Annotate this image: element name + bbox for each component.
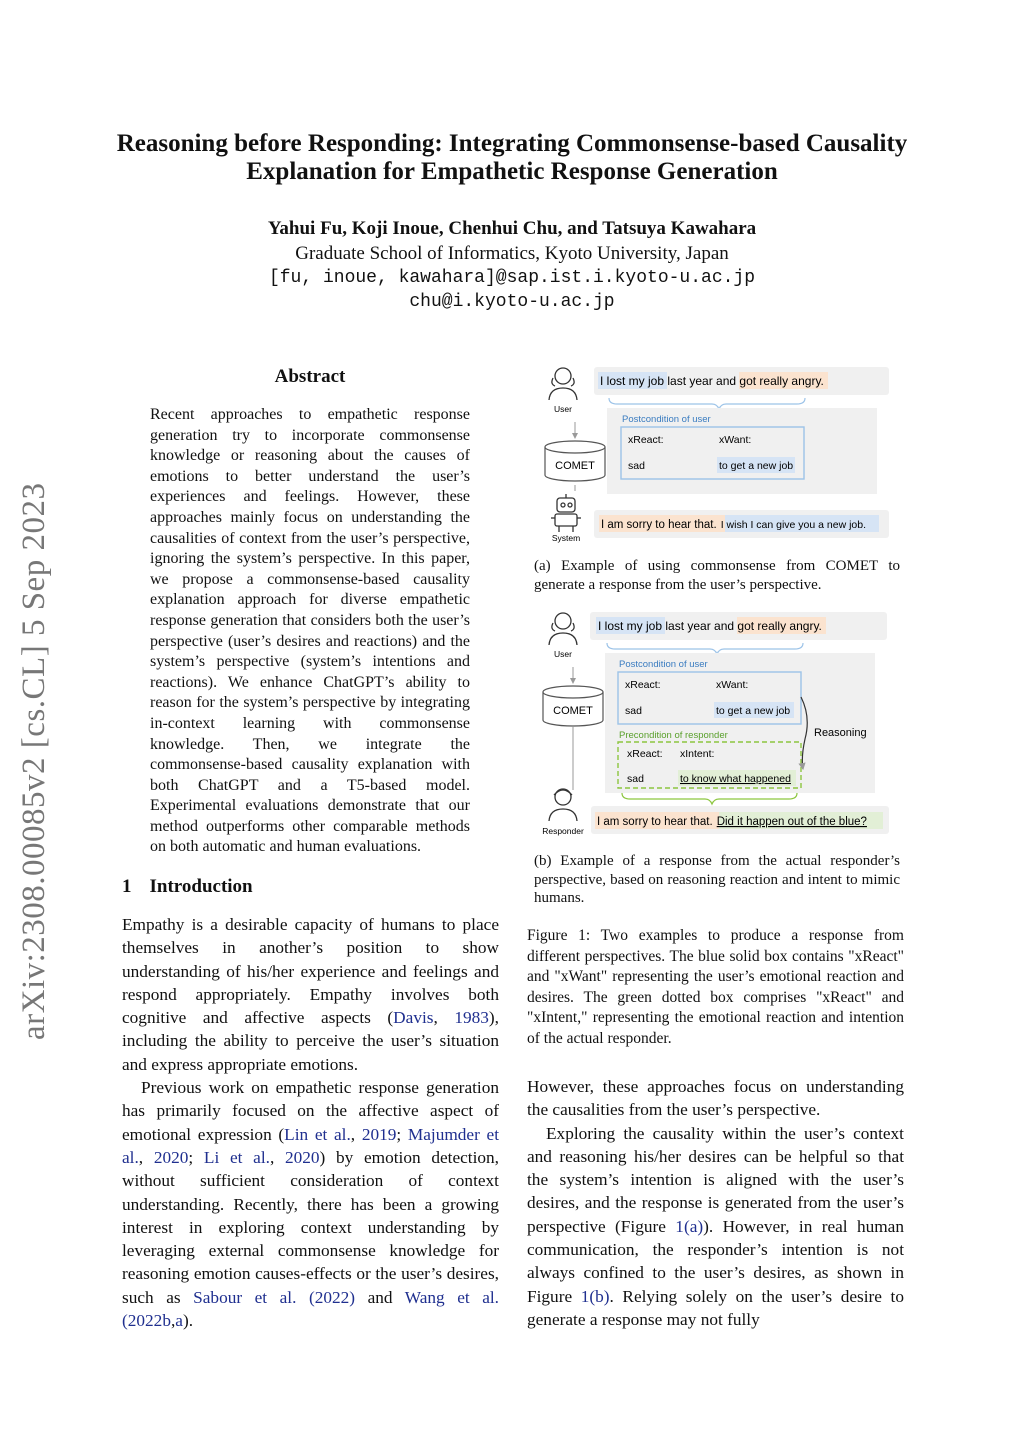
citation-li[interactable]: Li et al. bbox=[203, 1147, 270, 1167]
email-line-2: chu@i.kyoto-u.ac.jp bbox=[409, 292, 615, 312]
title-line-1: Reasoning before Responding: Integrating Commonsense-based Causality bbox=[116, 130, 908, 157]
xintent-value: to know what happened bbox=[680, 773, 791, 785]
citation-wang-a[interactable]: a bbox=[175, 1311, 183, 1331]
citation-majumder-year[interactable]: 2020 bbox=[153, 1147, 189, 1167]
citation-lin[interactable]: Lin et al. bbox=[284, 1124, 351, 1144]
user-utterance: I lost my job last year and got really angry. bbox=[600, 374, 824, 388]
user-icon bbox=[549, 613, 577, 645]
email-line-1: [fu, inoue, kawahara]@sap.ist.i.kyoto-u.ac.jp bbox=[268, 268, 756, 288]
robot-icon bbox=[551, 494, 581, 532]
responder-response: I am sorry to hear that. Did it happen out of the blue? bbox=[597, 816, 867, 828]
responder-label: Responder bbox=[542, 826, 584, 836]
reasoning-label: Reasoning bbox=[814, 727, 867, 739]
citation-davis[interactable]: Davis bbox=[393, 1008, 434, 1028]
intro-paragraph-2: Previous work on empathetic response generation has primarily focused on the affective aspect of emotional expression (Lin et al., 2019; Majumder et al., 2020; Li et al., 2020) by emotion detection, without sufficient consideration of context understanding. Recently, there has been a growing interest in exploring context understanding by leveraging external commonsense knowledge for reasoning emotion causes-effects or the user’s desires, such as Sabour et al. (2022) and Wang et al. (2022b,a). bbox=[122, 1078, 500, 1331]
subfigure-b bbox=[542, 612, 889, 836]
xwant-value: to get a new job bbox=[719, 460, 794, 472]
citation-sabour[interactable]: Sabour et al. bbox=[193, 1287, 297, 1307]
xreact-value: sad bbox=[625, 705, 642, 717]
xwant-value: to get a new job bbox=[716, 705, 791, 717]
citation-wang[interactable]: Wang et al. bbox=[404, 1287, 499, 1307]
xreact2-value: sad bbox=[627, 773, 644, 785]
system-response: I am sorry to hear that. I wish I can give you a new job. bbox=[601, 519, 867, 531]
right-paragraph-1: However, these approaches focus on understanding the causalities from the user’s perspective. bbox=[527, 1077, 904, 1120]
comet-label: COMET bbox=[553, 705, 593, 717]
affiliation: Graduate School of Informatics, Kyoto University, Japan bbox=[295, 243, 729, 264]
citation-davis-year[interactable]: 1983 bbox=[454, 1008, 489, 1028]
section-number: 1 bbox=[122, 876, 132, 897]
comet-label: COMET bbox=[555, 460, 595, 472]
subfigure-a bbox=[545, 367, 889, 543]
citation-majumder[interactable]: Majumder et al. bbox=[122, 1124, 500, 1167]
figure-ref-1b[interactable]: 1(b) bbox=[580, 1286, 610, 1306]
figure-ref-1a[interactable]: 1(a) bbox=[675, 1216, 704, 1236]
figure-1 bbox=[527, 360, 907, 860]
xreact-key: xReact: bbox=[628, 434, 664, 446]
section-title: Introduction bbox=[149, 876, 253, 897]
intro-left-column bbox=[122, 913, 499, 1332]
user-utterance: I lost my job last year and got really angry. bbox=[598, 619, 822, 633]
postcondition-label: Postcondition of user bbox=[622, 414, 711, 425]
responder-icon bbox=[549, 789, 577, 821]
citation-li-year[interactable]: 2020 bbox=[284, 1147, 320, 1167]
user-icon bbox=[549, 368, 577, 400]
xintent-key: xIntent: bbox=[680, 748, 715, 760]
precondition-label: Precondition of responder bbox=[619, 730, 728, 741]
paper-title bbox=[60, 130, 964, 186]
right-paragraph-2: Exploring the causality within the user’s context and reasoning his/her desires can be helpful so that the system’s intention is aligned with the user’s desires, and the response is generated from the user’s perspective (Figure 1(a)). However, in real human communication, the responder’s intention is not always confined to the user’s desires, as shown in Figure 1(b). Relying solely on the user’s desire to generate a response may not fully bbox=[527, 1123, 904, 1329]
abstract-heading: Abstract bbox=[274, 366, 346, 387]
citation-wang-year[interactable]: (2022b bbox=[122, 1311, 171, 1331]
xreact-value: sad bbox=[628, 460, 645, 472]
xreact-key: xReact: bbox=[625, 679, 661, 691]
intro-paragraph-1: Empathy is a desirable capacity of humans to place themselves in another’s position to show understanding of his/her experience and feelings and respond appropriately. Empathy involves both cognitive and affective aspects (Davis, 1983), including the ability to perceive the user’s situation and express appropriate emotions. bbox=[122, 915, 499, 1074]
system-label: System bbox=[551, 533, 581, 543]
section-heading-introduction bbox=[122, 876, 253, 898]
xreact2-key: xReact: bbox=[627, 748, 663, 760]
intro-right-column bbox=[527, 1075, 904, 1331]
xwant-key: xWant: bbox=[719, 434, 752, 446]
xwant-key: xWant: bbox=[716, 679, 749, 691]
citation-lin-year[interactable]: 2019 bbox=[361, 1124, 397, 1144]
abstract-body: Recent approaches to empathetic response generation try to incorporate commonsense knowledge or reasoning about the causes of emotions to better understand the user’s experiences and feelings. However, these approaches mainly focus on understanding the causalities of context from the user’s perspective, ignoring the system’s perspective. In this paper, we propose a commonsense-based causality explanation approach for diverse empathetic response generation that considers both the user’s perspective (user’s desires and reactions) and the system’s perspective (system’s intentions and reactions). We enhance ChatGPT’s ability to reason for the system’s perspective by integrating in-context learning with commonsense knowledge. Then, we integrate the commonsense-based causality explanation with both ChatGPT and a T5-based model. Experimental evaluations demonstrate that our method outperforms other comparable methods on both automatic and human evaluations. bbox=[150, 406, 470, 856]
citation-sabour-year[interactable]: (2022) bbox=[308, 1287, 356, 1307]
author-list: Yahui Fu, Koji Inoue, Chenhui Chu, and Tatsuya Kawahara bbox=[267, 218, 757, 239]
postcondition-label: Postcondition of user bbox=[619, 659, 708, 670]
subfigure-a-caption: (a) Example of using commonsense from COMET to generate a response from the user’s perspective. bbox=[534, 558, 900, 593]
user-label: User bbox=[554, 649, 572, 659]
title-line-2: Explanation for Empathetic Response Generation bbox=[246, 158, 778, 185]
user-label: User bbox=[554, 404, 572, 414]
subfigure-b-caption: (b) Example of a response from the actual responder’s perspective, based on reasoning reaction and intent to mimic humans. bbox=[534, 853, 900, 906]
figure-1-caption: Figure 1: Two examples to produce a response from different perspectives. The blue solid box contains "xReact" and "xWant" representing the user’s emotional reaction and desires. The green dotted box comprises "xReact" and "xIntent," representing the emotional reaction and intention of the actual responder. bbox=[527, 927, 904, 1047]
arxiv-identifier: arXiv:2308.00085v2 [cs.CL] 5 Sep 2023 bbox=[16, 482, 52, 1040]
